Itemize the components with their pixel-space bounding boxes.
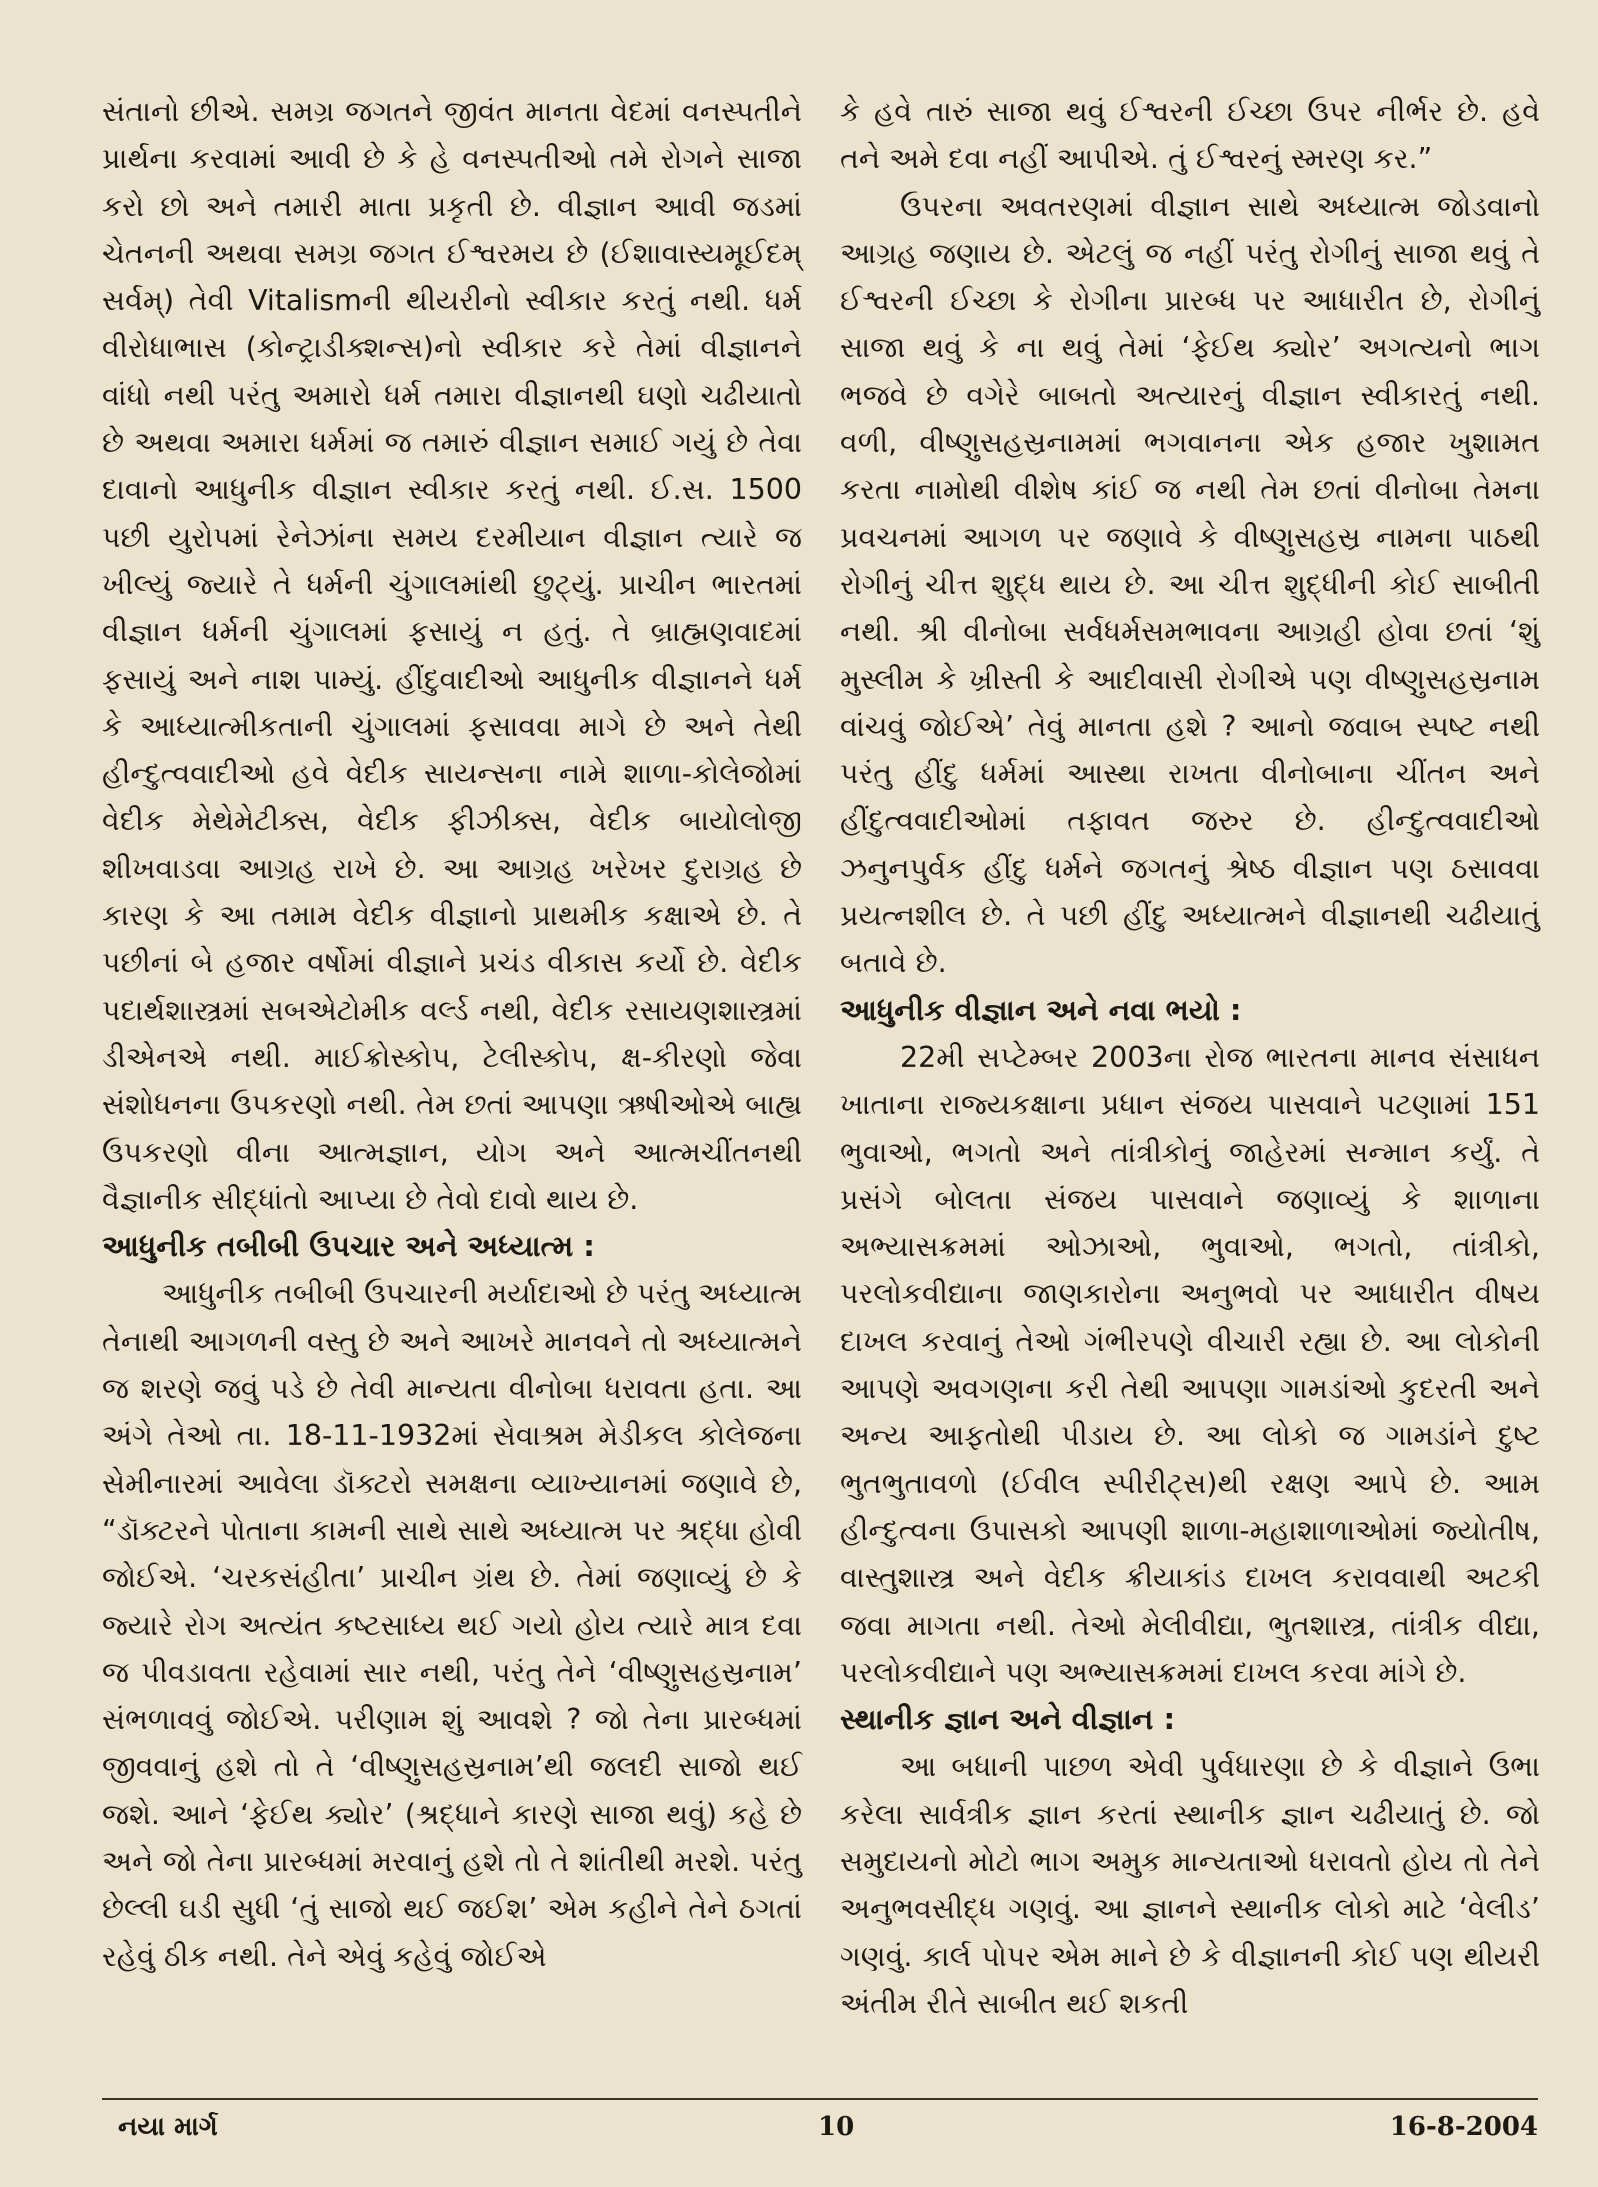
section-heading-new-fears: આધુનીક વીજ્ઞાન અને નવા ભયો : <box>840 992 1242 1027</box>
right-paragraph-3: 22મી સપ્ટેમ્બર 2003ના રોજ ભારતના માનવ સંસાધન ખાતાના રાજ્યકક્ષાના પ્રધાન સંજય પાસવાને પટણામાં 151 ભુવાઓ, ભગતો અને તાંત્રીકોનું જાહેરમાં સન્માન કર્યું. તે પ્રસંગે બોલતા સંજય પાસવાને જણાવ્યું કે શાળાના અભ્યાસક્રમમાં ઓઝાઓ, ભુવાઓ, ભગતો, તાંત્રીકો, પરલોકવીદ્યાના જાણકારોના અનુભવો પર આધારીત વીષય દાખલ કરવાનું તેઓ ગંભીરપણે વીચારી રહ્યા છે. આ લોકોની આપણે અવગણના કરી તેથી આપણા ગામડાંઓ કુદરતી અને અન્ય આફતોથી પીડાય છે. આ લોકો જ ગામડાંને દુષ્ટ ભુતભુતાવળો (ઈવીલ સ્પીરીટ્સ)થી રક્ષણ આપે છે. આમ હીન્દુત્વના ઉપાસકો આપણી શાળા-મહાશાળાઓમાં જ્યોતીષ, વાસ્તુશાસ્ત્ર અને વેદીક ક્રીયાકાંડ દાખલ કરાવવાથી અટકી જવા માગતા નથી. તેઓ મેલીવીદ્યા, ભુતશાસ્ત્ર, તાંત્રીક વીદ્યા, પરલોકવીદ્યાને પણ અભ્યાસક્રમમાં દાખલ કરવા માંગે છે. <box>840 1040 1540 1689</box>
left-paragraph-1: સંતાનો છીએ. સમગ્ર જગતને જીવંત માનતા વેદમાં વનસ્પતીને પ્રાર્થના કરવામાં આવી છે કે હે વનસ્પતીઓ તમે રોગને સાજા કરો છો અને તમારી માતા પ્રકૃતી છે. વીજ્ઞાન આવી જડમાં ચેતનની અથવા સમગ્ર જગત ઈશ્વરમય છે (ઈશાવાસ્યમૂઈદમ્ સર્વમ્) તેવી Vitalismની થીયરીનો સ્વીકાર કરતું નથી. ધર્મ વીરોધાભાસ (કોન્ટ્રાડીક્શન્સ)નો સ્વીકાર કરે તેમાં વીજ્ઞાનને વાંધો નથી પરંતુ અમારો ધર્મ તમારા વીજ્ઞાનથી ઘણો ચઢીયાતો છે અથવા અમારા ધર્મમાં જ તમારું વીજ્ઞાન સમાઈ ગયું છે તેવા દાવાનો આધુનીક વીજ્ઞાન સ્વીકાર કરતું નથી. ઈ.સ. 1500 પછી યુરોપમાં રેનેઝાંના સમય દરમીયાન વીજ્ઞાન ત્યારે જ ખીલ્યું જ્યારે તે ધર્મની ચુંગાલમાંથી છુટ્યું. પ્રાચીન ભારતમાં વીજ્ઞાન ધર્મની ચુંગાલમાં ફસાયું ન હતું. તે બ્રાહ્મણવાદમાં ફસાયું અને નાશ પામ્યું. હીંદુવાદીઓ આધુનીક વીજ્ઞાનને ધર્મ કે આધ્યાત્મીકતાની ચુંગાલમાં ફસાવવા માગે છે અને તેથી હીન્દુત્વવાદીઓ હવે વેદીક સાયન્સના નામે શાળા-કોલેજોમાં વેદીક મેથેમેટીક્સ, વેદીક ફીઝીક્સ, વેદીક બાયોલોજી શીખવાડવા આગ્રહ રાખે છે. આ આગ્રહ ખરેખર દુરાગ્રહ છે કારણ કે આ તમામ વેદીક વીજ્ઞાનો પ્રાથમીક કક્ષાએ છે. તે પછીનાં બે હજાર વર્ષોમાં વીજ્ઞાને પ્રચંડ વીકાસ કર્યો છે. વેદીક પદાર્થશાસ્ત્રમાં સબએટોમીક વર્લ્ડ નથી, વેદીક રસાયણશાસ્ત્રમાં ડીએનએ નથી. માઈક્રોસ્કોપ, ટેલીસ્કોપ, ક્ષ-કીરણો જેવા સંશોધનના ઉપકરણો નથી. તેમ છતાં આપણા ઋષીઓએ બાહ્ય ઉપકરણો વીના આત્મજ્ઞાન, યોગ અને આત્મચીંતનથી વૈજ્ઞાનીક સીદ્ધાંતો આપ્યા છે તેવો દાવો થાય છે. <box>102 95 802 1216</box>
right-paragraph-2: ઉપરના અવતરણમાં વીજ્ઞાન સાથે અધ્યાત્મ જોડવાનો આગ્રહ જણાય છે. એટલું જ નહીં પરંતુ રોગીનું સાજા થવું તે ઈશ્વરની ઈચ્છા કે રોગીના પ્રારબ્ધ પર આધારીત છે, રોગીનું સાજા થવું કે ના થવું તેમાં ‘ફેઈથ ક્યોર’ અગત્યનો ભાગ ભજવે છે વગેરે બાબતો અત્યારનું વીજ્ઞાન સ્વીકારતું નથી. વળી, વીષ્ણુસહસ્રનામમાં ભગવાનના એક હજાર ખુશામત કરતા નામોથી વીશેષ કાંઈ જ નથી તેમ છતાં વીનોબા તેમના પ્રવચનમાં આગળ પર જણાવે કે વીષ્ણુસહસ્ર નામના પાઠથી રોગીનું ચીત્ત શુદ્ધ થાય છે. આ ચીત્ત શુદ્ધીની કોઈ સાબીતી નથી. શ્રી વીનોબા સર્વધર્મસમભાવના આગ્રહી હોવા છતાં ‘શું મુસ્લીમ કે ખ્રીસ્તી કે આદીવાસી રોગીએ પણ વીષ્ણુસહસ્રનામ વાંચવું જોઈએ’ તેવું માનતા હશે ? આનો જવાબ સ્પષ્ટ નથી પરંતુ હીંદુ ધર્મમાં આસ્થા રાખતા વીનોબાના ચીંતન અને હીંદુત્વવાદીઓમાં તફાવત જરુર છે. હીન્દુત્વવાદીઓ ઝનુનપુર્વક હીંદુ ધર્મને જગતનું શ્રેષ્ઠ વીજ્ઞાન પણ ઠસાવવા પ્રયત્નશીલ છે. તે પછી હીંદુ અધ્યાત્મને વીજ્ઞાનથી ચઢીયાતું બતાવે છે. <box>840 189 1540 980</box>
right-paragraph-4: આ બધાની પાછળ એવી પુર્વધારણા છે કે વીજ્ઞાને ઉભા કરેલા સાર્વત્રીક જ્ઞાન કરતાં સ્થાનીક જ્ઞાન ચઢીયાતું છે. જો સમુદાયનો મોટો ભાગ અમુક માન્યતાઓ ધરાવતો હોય તો તેને અનુભવસીદ્ધ ગણવું. આ જ્ઞાનને સ્થાનીક લોકો માટે ‘વેલીડ’ ગણવું. કાર્લ પોપર એમ માને છે કે વીજ્ઞાનની કોઈ પણ થીયરી અંતીમ રીતે સાબીત થઈ શકતી <box>840 1750 1540 2020</box>
publication-name: નયા માર્ગ <box>118 2112 218 2142</box>
section-heading-local-knowledge: સ્થાનીક જ્ઞાન અને વીજ્ઞાન : <box>840 1702 1176 1737</box>
left-paragraph-2: આધુનીક તબીબી ઉપચારની મર્યાદાઓ છે પરંતુ અધ્યાત્મ તેનાથી આગળની વસ્તુ છે અને આખરે માનવને તો અધ્યાત્મને જ શરણે જવું પડે છે તેવી માન્યતા વીનોબા ધરાવતા હતા. આ અંગે તેઓ તા. 18-11-1932માં સેવાશ્રમ મેડીકલ કોલેજના સેમીનારમાં આવેલા ડૉક્ટરો સમક્ષના વ્યાખ્યાનમાં જણાવે છે, “ડૉક્ટરને પોતાના કામની સાથે સાથે અધ્યાત્મ પર શ્રદ્ધા હોવી જોઈએ. ‘ચરકસંહીતા’ પ્રાચીન ગ્રંથ છે. તેમાં જણાવ્યું છે કે જ્યારે રોગ અત્યંત કષ્ટસાધ્ય થઈ ગયો હોય ત્યારે માત્ર દવા જ પીવડાવતા રહેવામાં સાર નથી, પરંતુ તેને ‘વીષ્ણુસહસ્રનામ’ સંભળાવવું જોઈએ. પરીણામ શું આવશે ? જો તેના પ્રારબ્ધમાં જીવવાનું હશે તો તે ‘વીષ્ણુસહસ્રનામ’થી જલદી સાજો થઈ જશે. આને ‘ફેઈથ ક્યોર’ (શ્રદ્ધાને કારણે સાજા થવું) કહે છે અને જો તેના પ્રારબ્ધમાં મરવાનું હશે તો તે શાંતીથી મરશે. પરંતુ છેલ્લી ઘડી સુધી ‘તું સાજો થઈ જઈશ’ એમ કહીને તેને ઠગતાં રહેવું ઠીક નથી. તેને એવું કહેવું જોઈએ <box>102 1277 802 1973</box>
right-column <box>840 88 1540 2027</box>
page-number: 10 <box>818 2112 855 2142</box>
section-heading-medical: આધુનીક તબીબી ઉપચાર અને અધ્યાત્મ : <box>102 1229 595 1264</box>
issue-date: 16-8-2004 <box>1389 2112 1538 2142</box>
left-column <box>102 88 802 1980</box>
right-paragraph-1: કે હવે તારું સાજા થવું ઈશ્વરની ઈચ્છા ઉપર નીર્ભર છે. હવે તને અમે દવા નહીં આપીએ. તું ઈશ્વરનું સ્મરણ કર.” <box>840 95 1540 176</box>
footer-divider <box>102 2098 1538 2100</box>
